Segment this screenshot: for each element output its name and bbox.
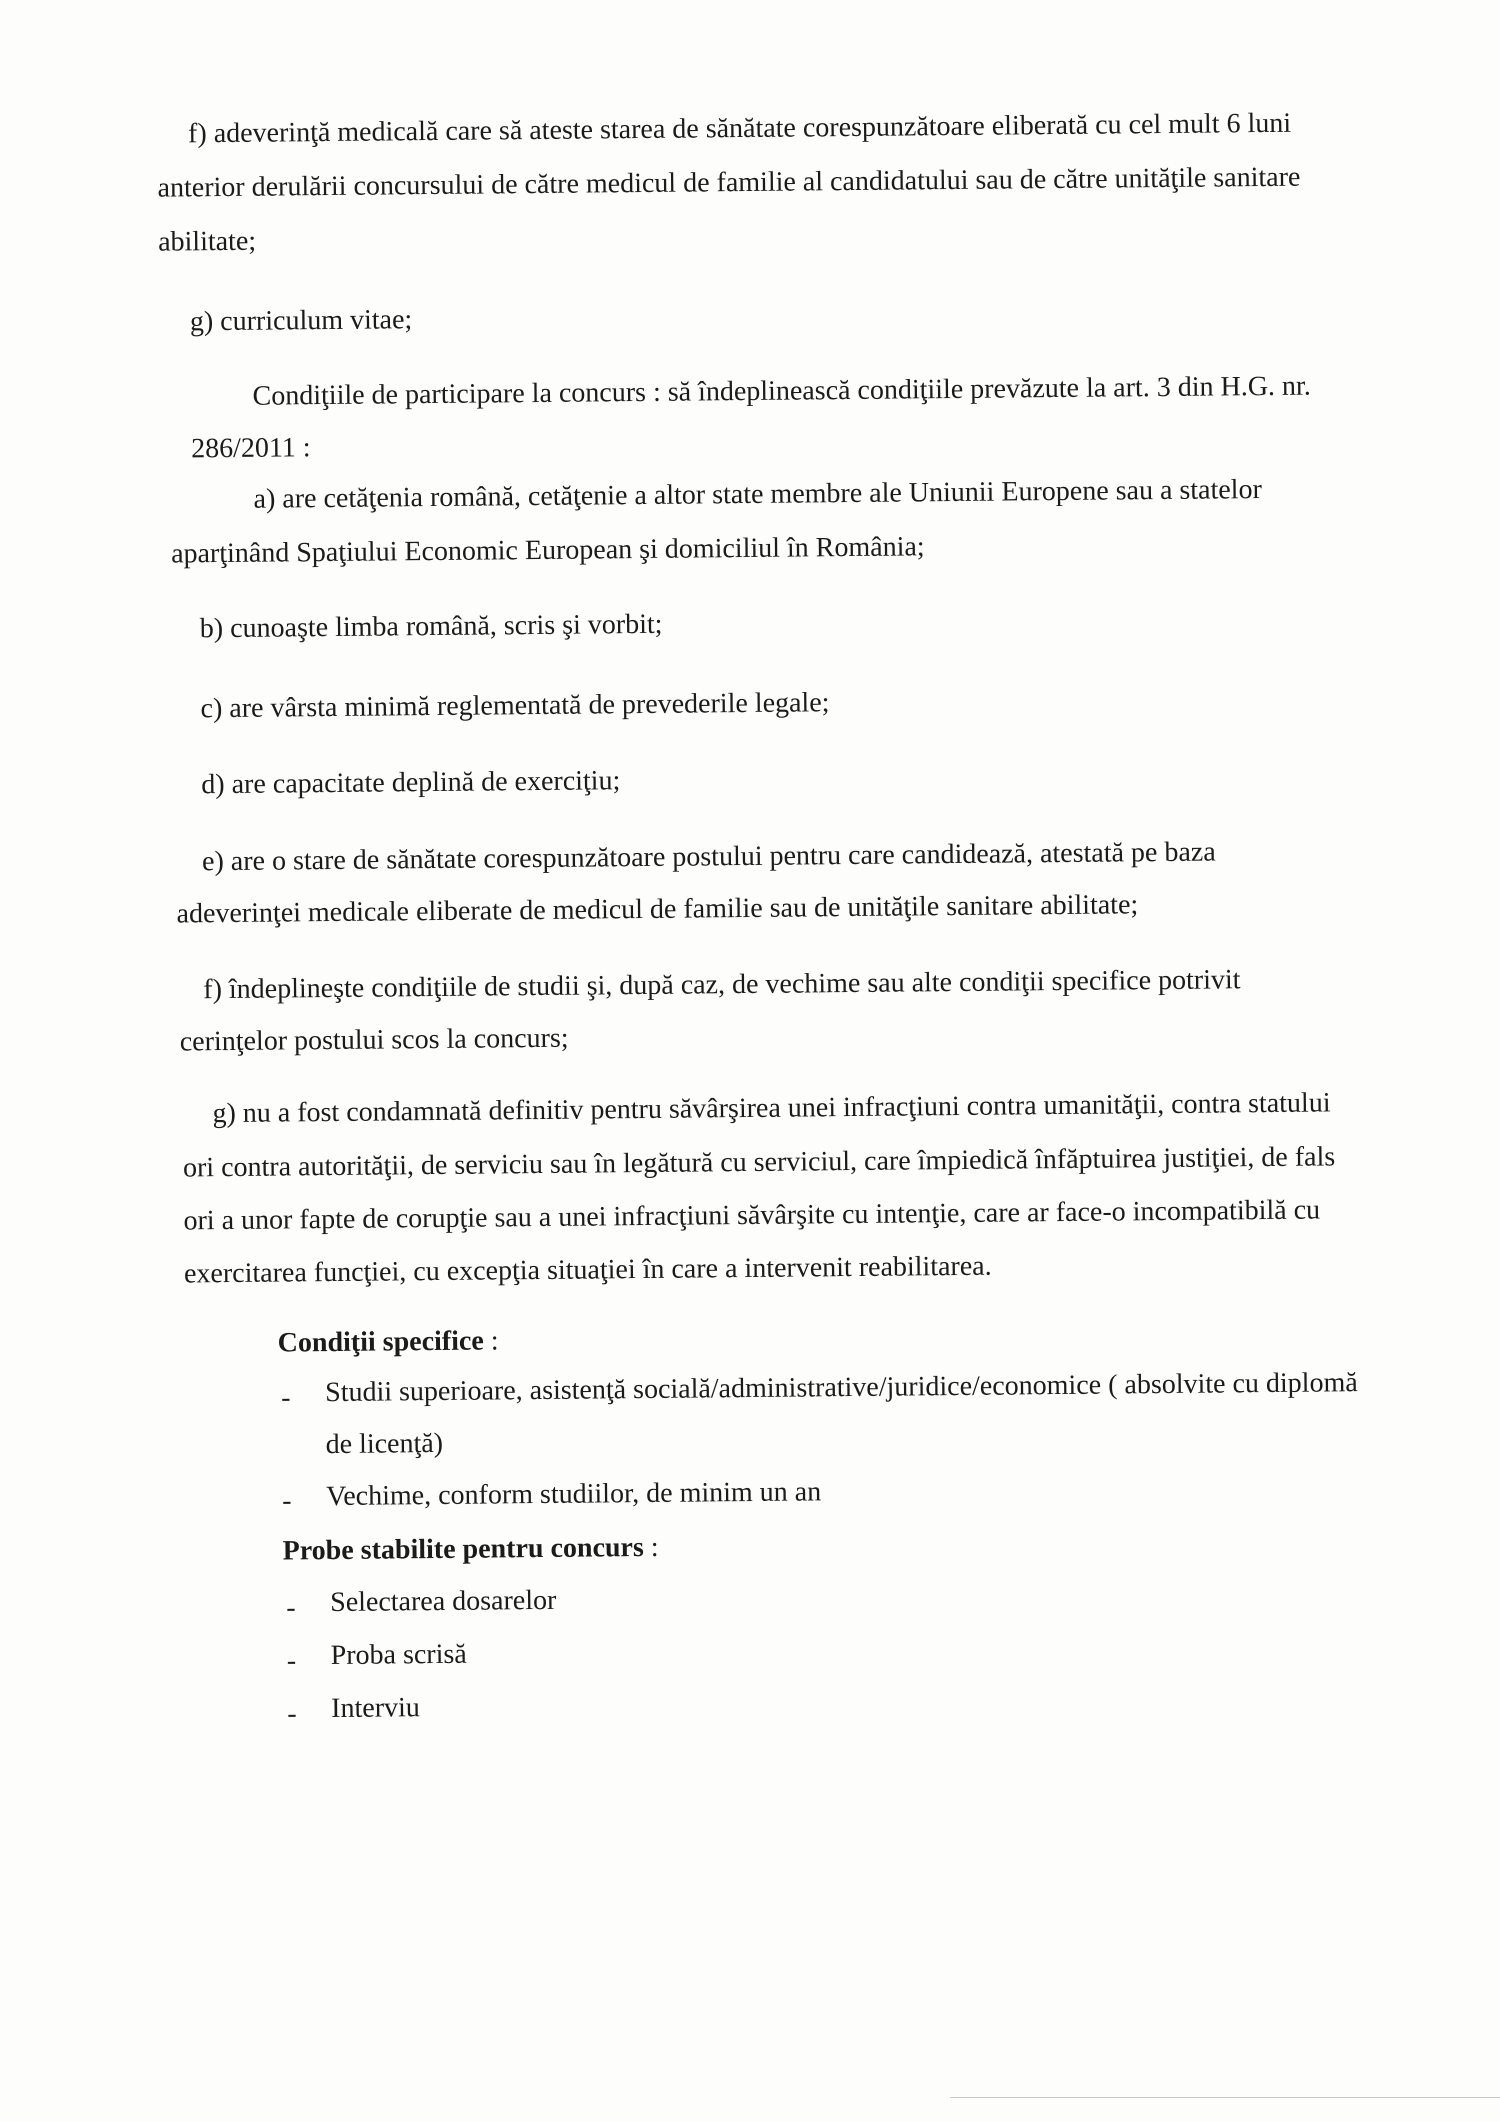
conditions-intro-line-2: 286/2011 : <box>190 432 311 465</box>
paragraph-f-medical-line-1: f) adeverinţă medicală care să ateste starea de sănătate corespunzătoare eliberată cu cel mult 6 luni <box>187 107 1292 150</box>
exam-stages-heading <box>283 1531 659 1569</box>
exam-stage-bullet-1: - <box>286 1592 296 1624</box>
condition-g-line-2: ori contra autorităţii, de serviciu sau în legătură cu serviciul, care împiedică înfăptuirea justiţiei, de fals <box>182 1141 1336 1184</box>
condition-f-line-2: cerinţelor postului scos la concurs; <box>179 1022 569 1058</box>
exam-stage-bullet-3: - <box>287 1698 297 1730</box>
exam-stages-heading-suffix: : <box>643 1531 659 1564</box>
condition-c: c) are vârsta minimă reglementată de prevederile legale; <box>200 687 830 725</box>
paragraph-f-medical-line-3: abilitate; <box>157 225 257 258</box>
condition-g-line-1: g) nu a fost condamnată definitiv pentru săvârşirea unei infracţiuni contra umanităţii, contra statului <box>212 1087 1331 1130</box>
paragraph-g-cv: g) curriculum vitae; <box>189 304 413 338</box>
condition-f-line-1: f) îndeplineşte condiţiile de studii şi, după caz, de vechime sau alte condiţii specifice potrivit <box>203 964 1241 1006</box>
exam-stage-bullet-2: - <box>286 1645 297 1677</box>
condition-b: b) cunoaşte limba română, scris şi vorbit; <box>199 608 663 645</box>
condition-d: d) are capacitate deplină de exerciţiu; <box>201 765 621 801</box>
condition-g-line-4: exercitarea funcţiei, cu excepţia situaţiei în care a intervenit reabilitarea. <box>183 1250 992 1290</box>
scan-edge-line <box>950 2097 1500 2098</box>
specific-conditions-bullet-1: - <box>281 1382 291 1414</box>
paragraph-f-medical-line-2: anterior derulării concursului de către medicul de familie al candidatului sau de către unităţile sanitare <box>157 161 1301 204</box>
condition-a-line-2: aparţinând Spaţiului Economic European şi domiciliul în România; <box>170 531 925 570</box>
specific-conditions-heading <box>278 1324 499 1360</box>
condition-g-line-3: ori a unor fapte de corupţie sau a unei infracţiuni săvârşite cu intenţie, care ar face-o incompatibilă cu <box>183 1194 1321 1237</box>
exam-stage-item-3: Interviu <box>331 1692 420 1725</box>
specific-condition-item-2: Vechime, conform studiilor, de minim un an <box>326 1476 822 1513</box>
condition-a-line-1: a) are cetăţenia română, cetăţenie a altor state membre ale Uniunii Europene sau a statelor <box>253 474 1262 515</box>
conditions-intro-line-1: Condiţiile de participare la concurs : să îndeplinească condiţiile prevăzute la art. 3 din H.G. nr. <box>252 370 1311 412</box>
condition-e-line-2: adeverinţei medicale eliberate de medicul de familie sau de unităţile sanitare abilitate; <box>176 889 1139 930</box>
specific-conditions-bullet-2: - <box>282 1485 292 1517</box>
specific-conditions-heading-text: Condiţii specifice <box>277 1325 484 1359</box>
exam-stage-item-1: Selectarea dosarelor <box>330 1584 557 1619</box>
specific-conditions-heading-suffix: : <box>483 1325 499 1357</box>
exam-stage-item-2: Proba scrisă <box>330 1638 467 1672</box>
condition-e-line-1: e) are o stare de sănătate corespunzătoare postului pentru care candidează, atestată pe baza <box>201 836 1216 878</box>
exam-stages-heading-text: Probe stabilite pentru concurs <box>282 1532 644 1567</box>
specific-condition-item-1: Studii superioare, asistenţă socială/administrative/juridice/economice ( absolvite cu diplomă <box>325 1367 1358 1409</box>
specific-condition-item-1-cont: de licenţă) <box>325 1427 444 1461</box>
